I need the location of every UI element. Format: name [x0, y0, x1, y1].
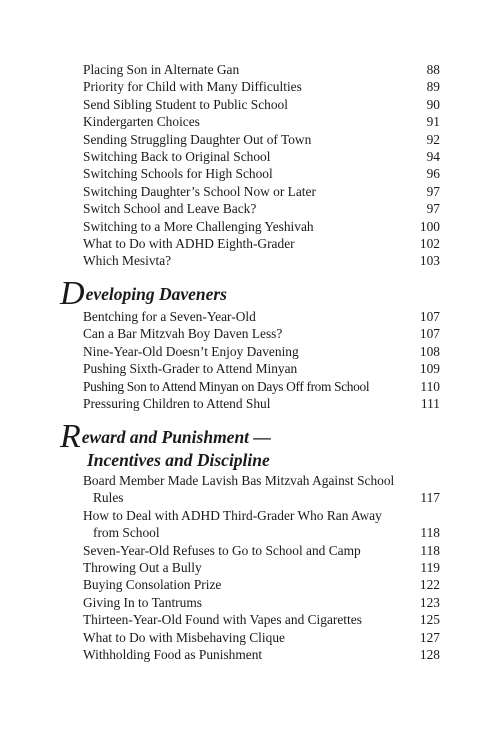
entry-page: 108 [419, 343, 440, 359]
section-initial: R [60, 418, 81, 455]
entry-title: Send Sibling Student to Public School [83, 96, 288, 112]
entry-title: Buying Consolation Prize [83, 577, 222, 593]
entry-title: Switching Back to Original School [83, 149, 271, 164]
entry-title: Board Member Made Lavish Bas Mitzvah Against School [83, 473, 395, 488]
entry-title: What to Do with ADHD Eighth-Grader [83, 236, 295, 251]
toc-entry [83, 343, 440, 360]
section-title-line2: Incentives and Discipline [87, 450, 270, 470]
entry-page: 127 [419, 629, 440, 645]
entry-title: Throwing Out a Bully [83, 560, 202, 575]
entry-page: 117 [420, 490, 440, 506]
entry-page: 111 [420, 396, 440, 411]
entry-title: Can a Bar Mitzvah Boy Daven Less? [83, 326, 283, 342]
toc-entry [83, 61, 440, 78]
entry-page: 125 [419, 612, 440, 628]
entry-page: 94 [426, 149, 440, 164]
entry-title-continued: from School [93, 525, 160, 541]
entry-title: Switching to a More Challenging Yeshivah [83, 218, 314, 234]
entry-page: 119 [420, 560, 440, 575]
toc-entry [83, 183, 440, 200]
toc-entry [83, 559, 440, 576]
entry-page: 123 [419, 594, 440, 610]
entry-title: Bentching for a Seven-Year-Old [83, 309, 256, 324]
toc-entry [83, 252, 440, 269]
section-heading [60, 418, 271, 471]
entry-title: Placing Son in Alternate Gan [83, 62, 240, 77]
entry-page: 122 [419, 577, 440, 593]
entry-title: Switching Schools for High School [83, 166, 273, 182]
toc-entry [83, 218, 440, 235]
entry-page: 110 [420, 378, 440, 394]
entry-page: 118 [420, 525, 440, 541]
entry-page: 102 [419, 236, 440, 251]
entry-page: 92 [426, 131, 440, 147]
entry-page: 90 [426, 96, 440, 112]
section-initial: D [60, 275, 85, 312]
toc-entry [83, 165, 440, 182]
entry-page: 118 [420, 542, 440, 558]
section-title: eward and Punishment — [81, 427, 271, 447]
entry-title: Withholding Food as Punishment [83, 647, 263, 662]
entry-title: Pressuring Children to Attend Shul [83, 396, 271, 411]
toc-entry [83, 78, 440, 95]
toc-entry [83, 646, 440, 663]
entry-title: Seven-Year-Old Refuses to Go to School and Camp [83, 542, 361, 558]
toc-entry [83, 629, 440, 646]
entry-title: How to Deal with ADHD Third-Grader Who Ran Away [83, 507, 382, 523]
entry-title: Sending Struggling Daughter Out of Town [83, 131, 312, 147]
entry-title: Priority for Child with Many Difficulties [83, 79, 302, 95]
entry-title: Switch School and Leave Back? [83, 201, 257, 217]
entry-page: 103 [419, 253, 440, 269]
entry-page: 109 [419, 361, 440, 377]
entry-title-continued: Rules [93, 490, 124, 506]
entry-title: Pushing Sixth-Grader to Attend Minyan [83, 361, 298, 377]
entry-title: Giving In to Tantrums [83, 594, 202, 610]
entry-title: Nine-Year-Old Doesn’t Enjoy Davening [83, 343, 299, 359]
toc-entry [83, 308, 440, 325]
toc-entry [83, 472, 440, 507]
toc-entry [83, 113, 440, 130]
entry-page: 100 [419, 218, 440, 234]
toc-entry [83, 395, 440, 412]
toc-entry [83, 148, 440, 165]
entry-title: Pushing Son to Attend Minyan on Days Off from School [83, 378, 370, 394]
entry-page: 91 [426, 114, 440, 130]
entry-page: 107 [419, 309, 440, 324]
entry-page: 89 [426, 79, 440, 95]
entry-title: Switching Daughter’s School Now or Later [83, 183, 316, 199]
entry-page: 88 [426, 62, 440, 77]
entry-page: 107 [419, 326, 440, 342]
toc-entry [83, 200, 440, 217]
entry-page: 97 [426, 201, 440, 217]
section-title: eveloping Daveners [85, 284, 227, 304]
toc-entry [83, 507, 440, 542]
toc-entry [83, 378, 440, 395]
entry-page: 128 [419, 647, 440, 662]
toc-entry [83, 235, 440, 252]
entry-page: 97 [426, 183, 440, 199]
section-heading [60, 275, 227, 312]
entry-page: 96 [426, 166, 440, 182]
toc-entry [83, 131, 440, 148]
entry-title: Kindergarten Choices [83, 114, 200, 130]
entry-title: What to Do with Misbehaving Clique [83, 629, 285, 645]
toc-entry [83, 360, 440, 377]
toc-entry [83, 542, 440, 559]
entry-title: Which Mesivta? [83, 253, 172, 269]
toc-entry [83, 611, 440, 628]
toc-entry [83, 576, 440, 593]
toc-entry [83, 325, 440, 342]
entry-title: Thirteen-Year-Old Found with Vapes and Cigarettes [83, 612, 362, 628]
toc-entry [83, 594, 440, 611]
toc-entry [83, 96, 440, 113]
